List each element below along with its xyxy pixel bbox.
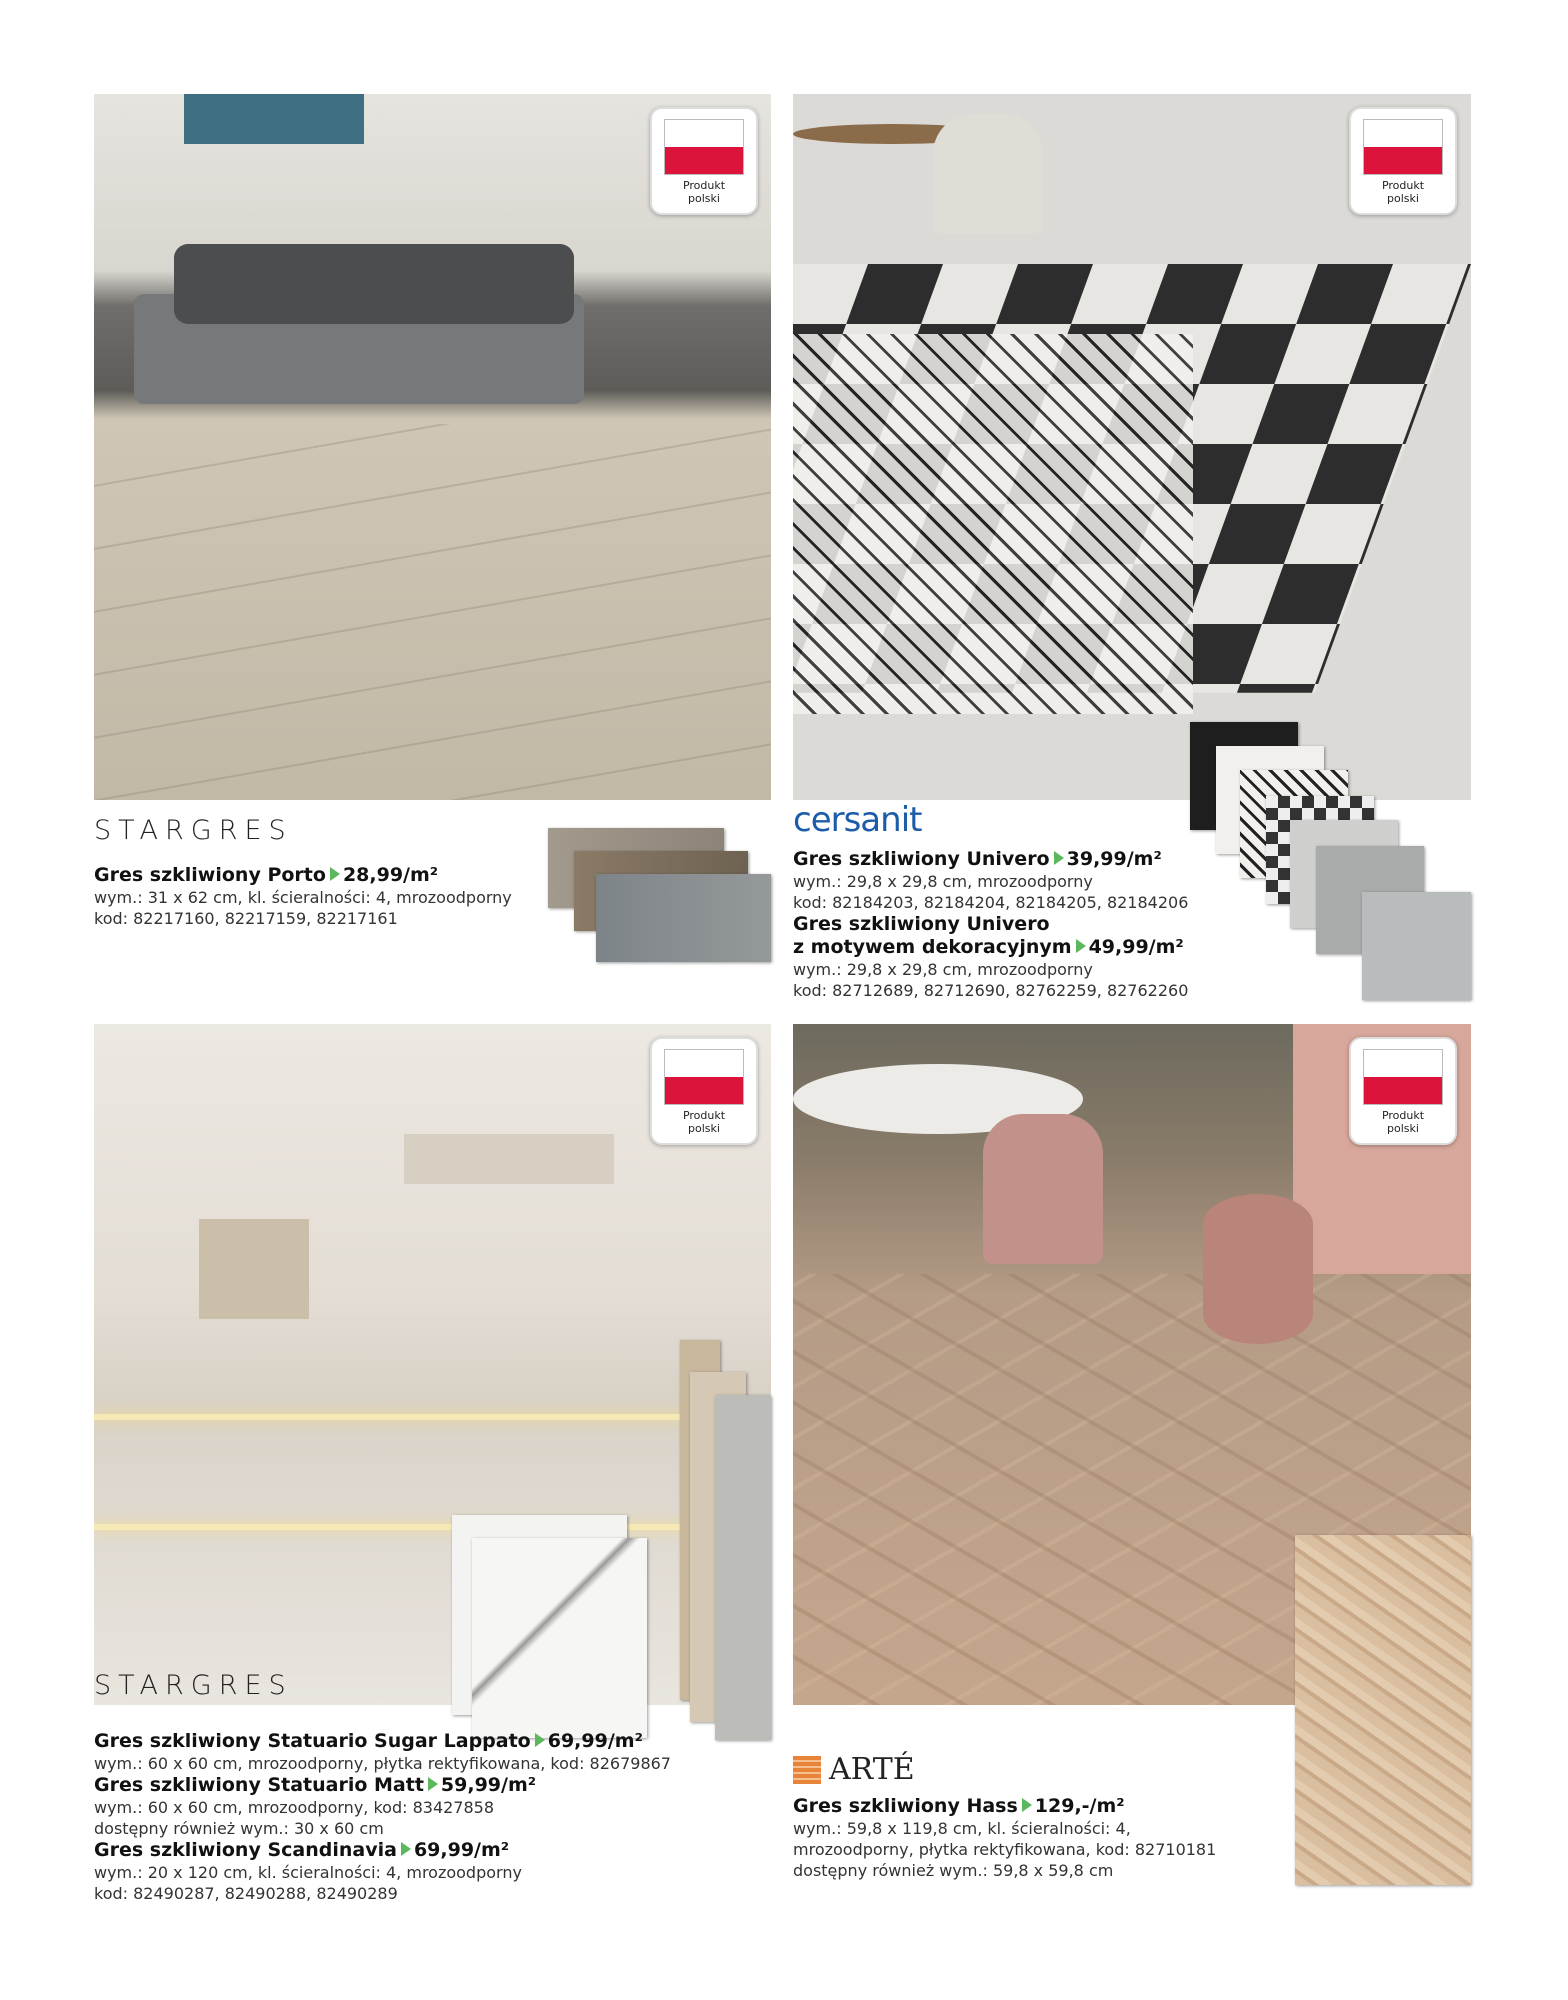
produkt-polski-badge: Produkt polski xyxy=(1349,107,1457,215)
polish-flag-icon xyxy=(664,119,744,175)
price-arrow-icon xyxy=(1076,939,1086,953)
polish-flag-icon xyxy=(664,1049,744,1105)
polish-flag-icon xyxy=(1363,1049,1443,1105)
price-arrow-icon xyxy=(428,1777,438,1791)
polish-flag-icon xyxy=(1363,119,1443,175)
produkt-polski-badge: Produkt polski xyxy=(650,107,758,215)
price-arrow-icon xyxy=(401,1842,411,1856)
price-arrow-icon xyxy=(1022,1798,1032,1812)
cersanit-logo: cersanit xyxy=(793,800,922,840)
price-arrow-icon xyxy=(330,867,340,881)
stargres-logo: STARGRES xyxy=(94,815,293,846)
porto-description: Gres szkliwiony Porto 28,99/m² wym.: 31 x 62 cm, kl. ścieralności: 4, mrozoodporny kod: 82217160, 82217159, 82217161 xyxy=(94,864,512,928)
arte-logo-icon xyxy=(793,1756,821,1784)
produkt-polski-badge: Produkt polski xyxy=(1349,1037,1457,1145)
hass-description: Gres szkliwiony Hass 129,-/m² wym.: 59,8 x 119,8 cm, kl. ścieralności: 4, mrozoodporny, płytka rektyfikowana, kod: 82710181 dostępny również wym.: 59,8 x 59,8 cm xyxy=(793,1795,1217,1880)
price-arrow-icon xyxy=(1054,851,1064,865)
statuario-description: Gres szkliwiony Statuario Sugar Lappato 69,99/m² wym.: 60 x 60 cm, mrozoodporny, płytka rektyfikowana, kod: 82679867 Gres szkliwiony Statuario Matt 59,99/m² wym.: 60 x 60 cm, mrozoodporny, kod: 83427858 dostępny również wym.: 30 x 60 cm Gres szkliwiony Scandinavia 69,99/m² wym.: 20 x 120 cm, kl. ścieralności: 4, mrozoodporny kod: 82490287, 82490288, 82490289 xyxy=(94,1730,671,1903)
stargres-logo: STARGRES xyxy=(94,1670,293,1701)
hass-swatch xyxy=(1295,1535,1471,1885)
produkt-polski-badge: Produkt polski xyxy=(650,1037,758,1145)
price-arrow-icon xyxy=(535,1733,545,1747)
arte-logo: ARTÉ xyxy=(793,1752,915,1787)
univero-description: Gres szkliwiony Univero 39,99/m² wym.: 29,8 x 29,8 cm, mrozoodporny kod: 82184203, 82184204, 82184205, 82184206 Gres szkliwiony Univero z motywem dekoracyjnym 49,99/m² wym.: 29,8 x 29,8 cm, mrozoodporny kod: 82712689, 82712690, 82762259, 82762260 xyxy=(793,848,1189,1000)
